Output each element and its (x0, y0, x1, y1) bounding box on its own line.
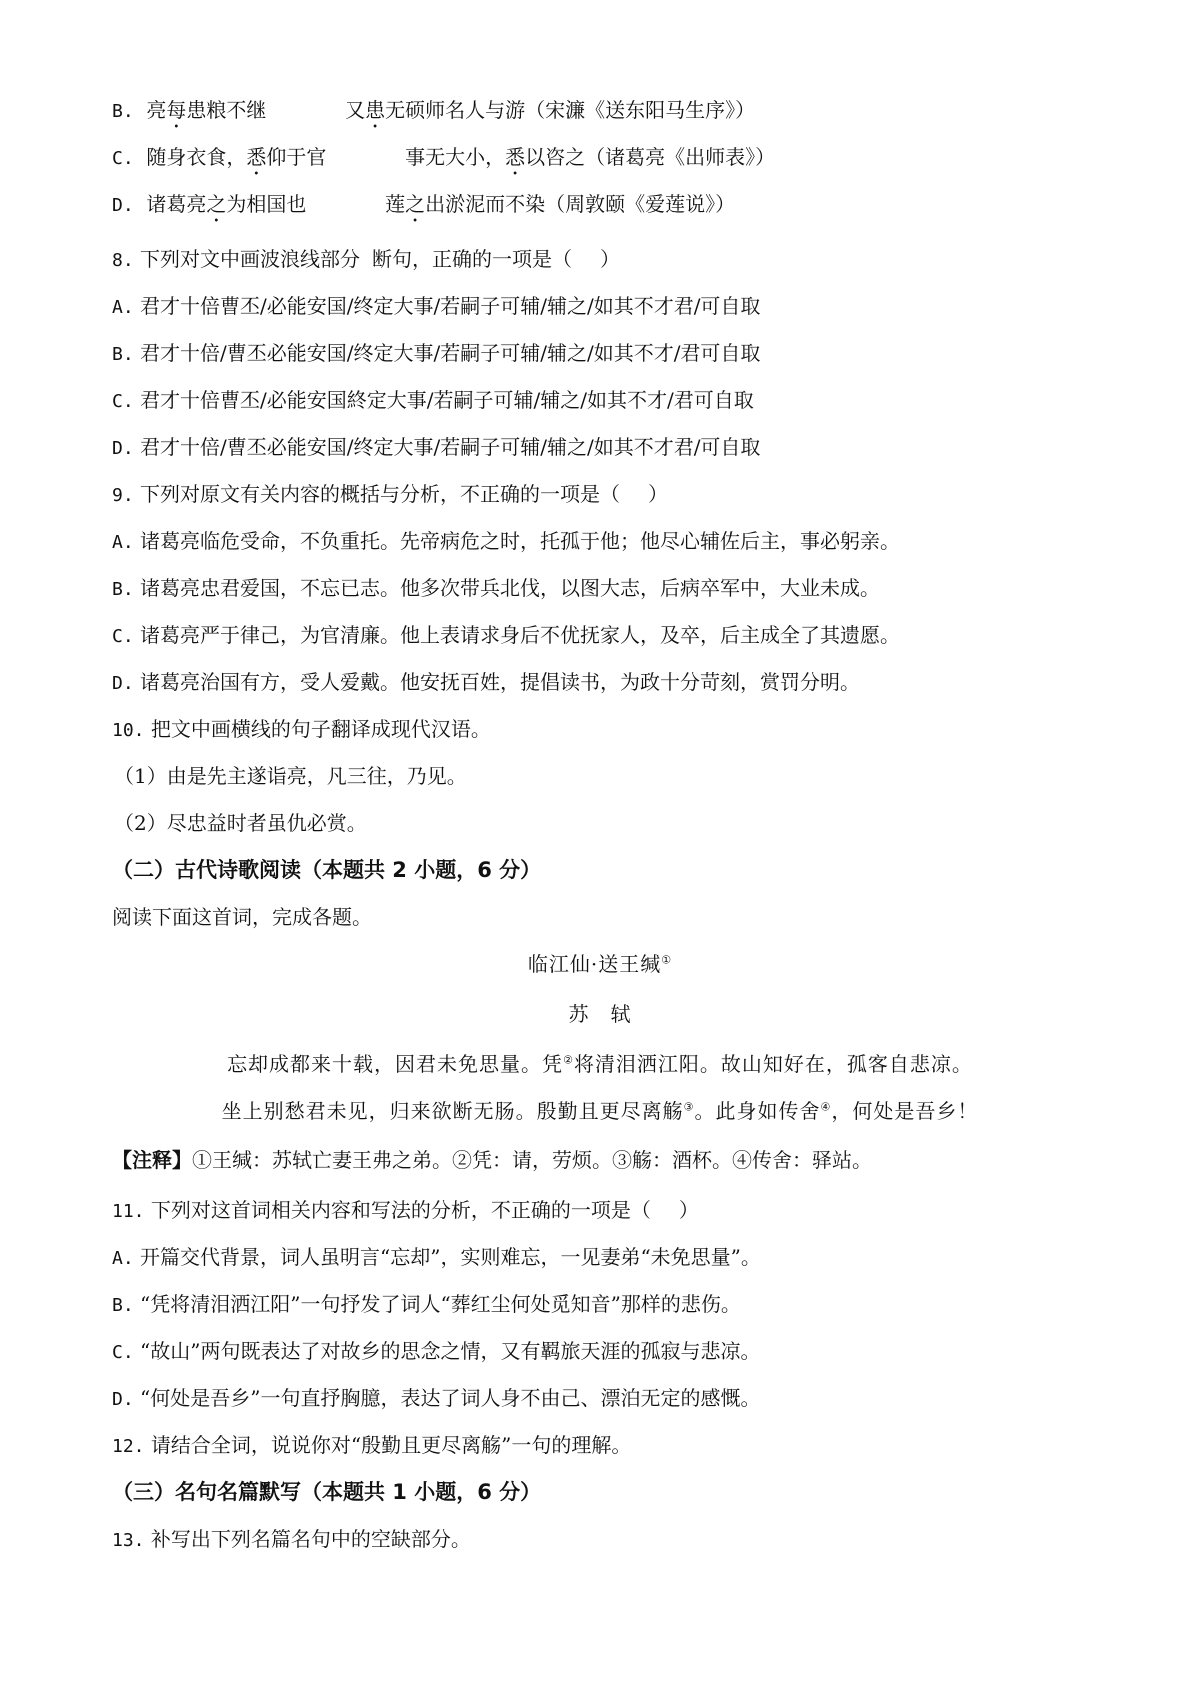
q13-stem: 13. 补写出下列名篇名句中的空缺部分。 (112, 1527, 471, 1551)
q9-option-c: C. 诸葛亮严于律己，为官清廉。他上表请求身后不优抚家人，及卒，后主成全了其遗愿。 (112, 623, 900, 647)
q8-option-c: C. 君才十倍曹丕/必能安国終定大事/若嗣子可辅/辅之/如其不才/君可自取 (112, 388, 754, 412)
q8-option-a: A. 君才十倍曹丕/必能安国/终定大事/若嗣子可辅/辅之/如其不才君/可自取 (112, 294, 761, 318)
q10-item-1: （1）由是先主遂诣亮，凡三往，乃见。 (114, 764, 467, 788)
poem-line-2: 坐上别愁君未见，归来欲断无肠。殷勤且更尽离觞③。此身如传舍④，何处是吾乡！ (221, 1099, 979, 1123)
poem-line-1: 忘却成都来十载，因君未免思量。凭②将清泪洒江阳。故山知好在，孤客自悲凉。 (227, 1052, 973, 1076)
section3-heading: （三）名句名篇默写（本题共 1 小题，6 分） (112, 1480, 542, 1504)
q9-stem: 9. 下列对原文有关内容的概括与分析，不正确的一项是（ ） (112, 482, 669, 506)
poem-title: 临江仙·送王缄① (527, 952, 673, 976)
q11-option-c: C. “故山”两句既表达了对故乡的思念之情，又有羁旅天涯的孤寂与悲凉。 (112, 1339, 761, 1363)
poem-author: 苏 轼 (568, 1002, 632, 1026)
q12-stem: 12. 请结合全词，说说你对“殷勤且更尽离觞”一句的理解。 (112, 1433, 632, 1457)
q11-option-a: A. 开篇交代背景，词人虽明言“忘却”，实则难忘，一见妻弟“未免思量”。 (112, 1245, 761, 1269)
q11-option-d: D. “何处是吾乡”一句直抒胸臆，表达了词人身不由己、漂泊无定的感慨。 (112, 1386, 761, 1410)
q7-option-b: B. 亮每患粮不继 又患无硕师名人与游（宋濂《送东阳马生序》） (112, 98, 756, 122)
section2-instruction: 阅读下面这首词，完成各题。 (112, 905, 372, 929)
q7-option-d: D. 诸葛亮之为相国也 莲之出淤泥而不染（周敦颐《爱莲说》） (112, 192, 736, 216)
poem-notes: 【注释】①王缄：苏轼亡妻王弗之弟。②凭：请，劳烦。③觞：酒杯。④传舍：驿站。 (112, 1148, 872, 1172)
q10-stem: 10. 把文中画横线的句子翻译成现代汉语。 (112, 717, 491, 741)
q11-option-b: B. “凭将清泪洒江阳”一句抒发了词人“葬红尘何处觅知音”那样的悲伤。 (112, 1292, 741, 1316)
q9-option-d: D. 诸葛亮治国有方，受人爱戴。他安抚百姓，提倡读书，为政十分苛刻，赏罚分明。 (112, 670, 860, 694)
q7-option-c: C. 随身衣食，悉仰于官 事无大小，悉以咨之（诸葛亮《出师表》） (112, 145, 776, 169)
q10-item-2: （2）尽忠益时者虽仇必赏。 (114, 811, 367, 835)
q8-option-d: D. 君才十倍/曹丕必能安国/终定大事/若嗣子可辅/辅之/如其不才君/可自取 (112, 435, 761, 459)
q9-option-a: A. 诸葛亮临危受命，不负重托。先帝病危之时，托孤于他；他尽心辅佐后主，事必躬亲。 (112, 529, 900, 553)
q9-option-b: B. 诸葛亮忠君爱国，不忘已志。他多次带兵北伐，以图大志，后病卒军中，大业未成。 (112, 576, 880, 600)
q8-option-b: B. 君才十倍/曹丕必能安国/终定大事/若嗣子可辅/辅之/如其不才/君可自取 (112, 341, 761, 365)
section2-heading: （二）古代诗歌阅读（本题共 2 小题，6 分） (112, 858, 542, 882)
q8-stem: 8. 下列对文中画波浪线部分 断句，正确的一项是（ ） (112, 247, 621, 271)
q11-stem: 11. 下列对这首词相关内容和写法的分析，不正确的一项是（ ） (112, 1198, 699, 1222)
